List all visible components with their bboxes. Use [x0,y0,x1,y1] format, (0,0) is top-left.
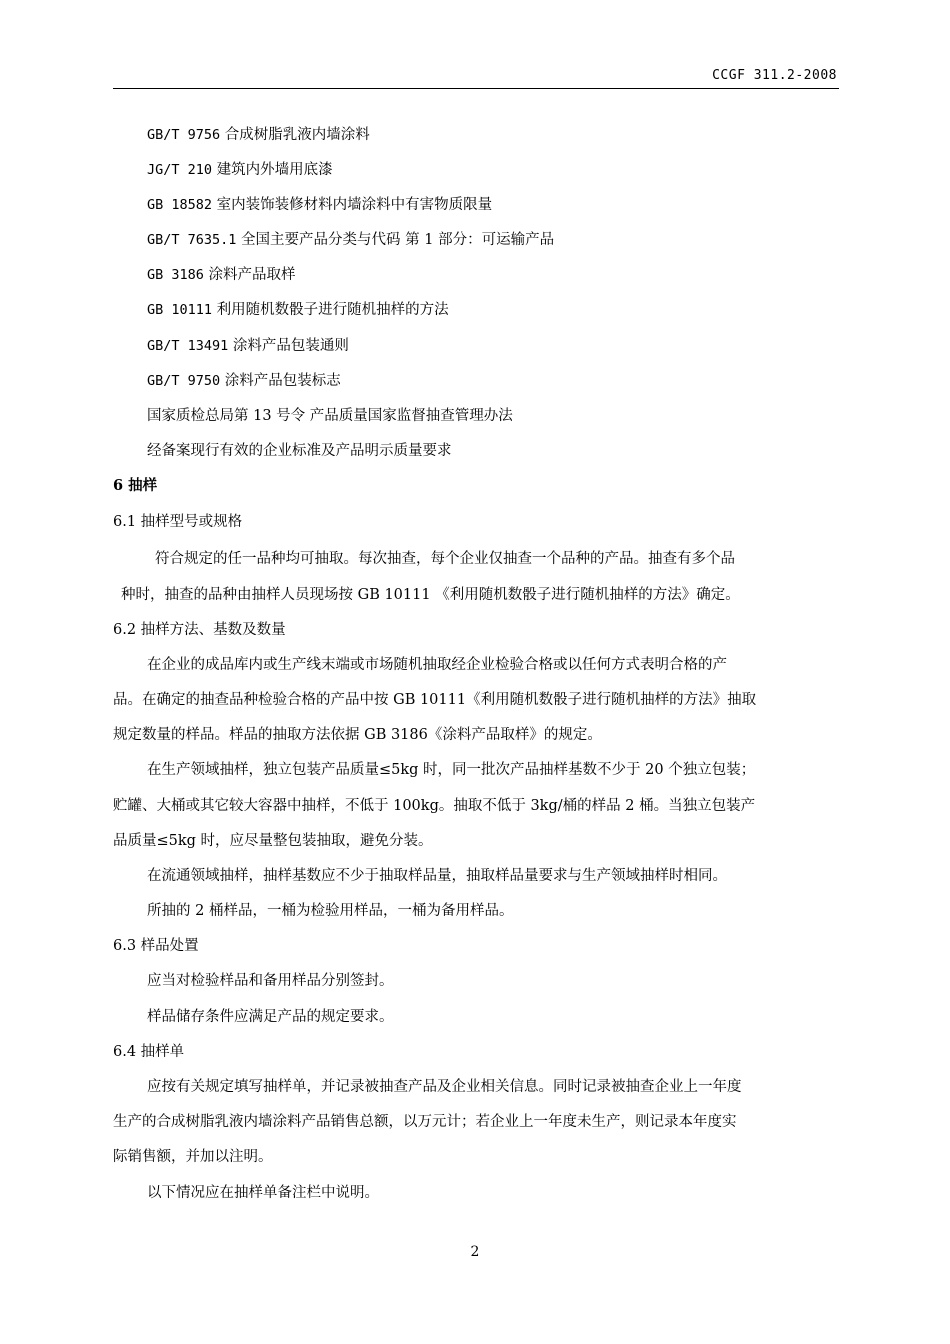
reference-item: GB/T 7635.1 全国主要产品分类与代码 第 1 部分：可运输产品 [147,232,555,248]
reference-item: GB/T 13491 涂料产品包装通则 [147,338,349,354]
paragraph-line: 在生产领域抽样，独立包装产品质量≤5kg 时，同一批次产品抽样基数不少于 20 个独立包装； [147,762,756,778]
subsection-heading: 6.1 抽样型号或规格 [113,514,243,530]
subsection-heading: 6.3 样品处置 [113,938,199,954]
paragraph-line: 品。在确定的抽查品种检验合格的产品中按 GB 10111《利用随机数骰子进行随机抽样的方法》抽取 [113,692,757,708]
subsection-heading: 6.4 抽样单 [113,1044,185,1060]
subsection-heading: 6.2 抽样方法、基数及数量 [113,622,286,638]
paragraph-line: 际销售额，并加以注明。 [113,1149,273,1165]
reference-item: JG/T 210 建筑内外墙用底漆 [147,162,333,178]
reference-item: GB 3186 涂料产品取样 [147,267,296,283]
section-heading: 6 抽样 [113,477,158,494]
paragraph-line: 生产的合成树脂乳液内墙涂料产品销售总额，以万元计；若企业上一年度未生产，则记录本年度实 [113,1114,737,1130]
reference-item: GB 10111 利用随机数骰子进行随机抽样的方法 [147,302,449,318]
paragraph-line: 符合规定的任一品种均可抽取。每次抽查，每个企业仅抽查一个品种的产品。抽查有多个品 [155,551,735,567]
paragraph-line: 种时，抽查的品种由抽样人员现场按 GB 10111 《利用随机数骰子进行随机抽样的方法》确定。 [121,587,740,603]
paragraph-line: 在企业的成品库内或生产线末端或市场随机抽取经企业检验合格或以任何方式表明合格的产 [147,657,727,673]
page-number: 2 [470,1244,480,1260]
paragraph-line: 样品储存条件应满足产品的规定要求。 [147,1009,394,1025]
reference-item: 经备案现行有效的企业标准及产品明示质量要求 [147,443,452,459]
paragraph-line: 所抽的 2 桶样品，一桶为检验用样品，一桶为备用样品。 [147,903,514,919]
header-rule [113,88,839,89]
paragraph-line: 在流通领域抽样，抽样基数应不少于抽取样品量，抽取样品量要求与生产领域抽样时相同。 [147,868,727,884]
paragraph-line: 应当对检验样品和备用样品分别签封。 [147,973,394,989]
reference-item: GB/T 9750 涂料产品包装标志 [147,373,341,389]
paragraph-line: 品质量≤5kg 时，应尽量整包装抽取，避免分装。 [113,833,433,849]
paragraph-line: 以下情况应在抽样单备注栏中说明。 [147,1185,379,1201]
paragraph-line: 应按有关规定填写抽样单，并记录被抽查产品及企业相关信息。同时记录被抽查企业上一年度 [147,1079,742,1095]
reference-item: GB 18582 室内装饰装修材料内墙涂料中有害物质限量 [147,197,493,213]
paragraph-line: 贮罐、大桶或其它较大容器中抽样，不低于 100kg。抽取不低于 3kg/桶的样品 2 桶。当独立包装产 [113,798,756,814]
paragraph-line: 规定数量的样品。样品的抽取方法依据 GB 3186《涂料产品取样》的规定。 [113,727,602,743]
reference-item: 国家质检总局第 13 号令 产品质量国家监督抽查管理办法 [147,408,513,424]
standard-code: CCGF 311.2-2008 [712,68,837,83]
reference-item: GB/T 9756 合成树脂乳液内墙涂料 [147,127,370,143]
